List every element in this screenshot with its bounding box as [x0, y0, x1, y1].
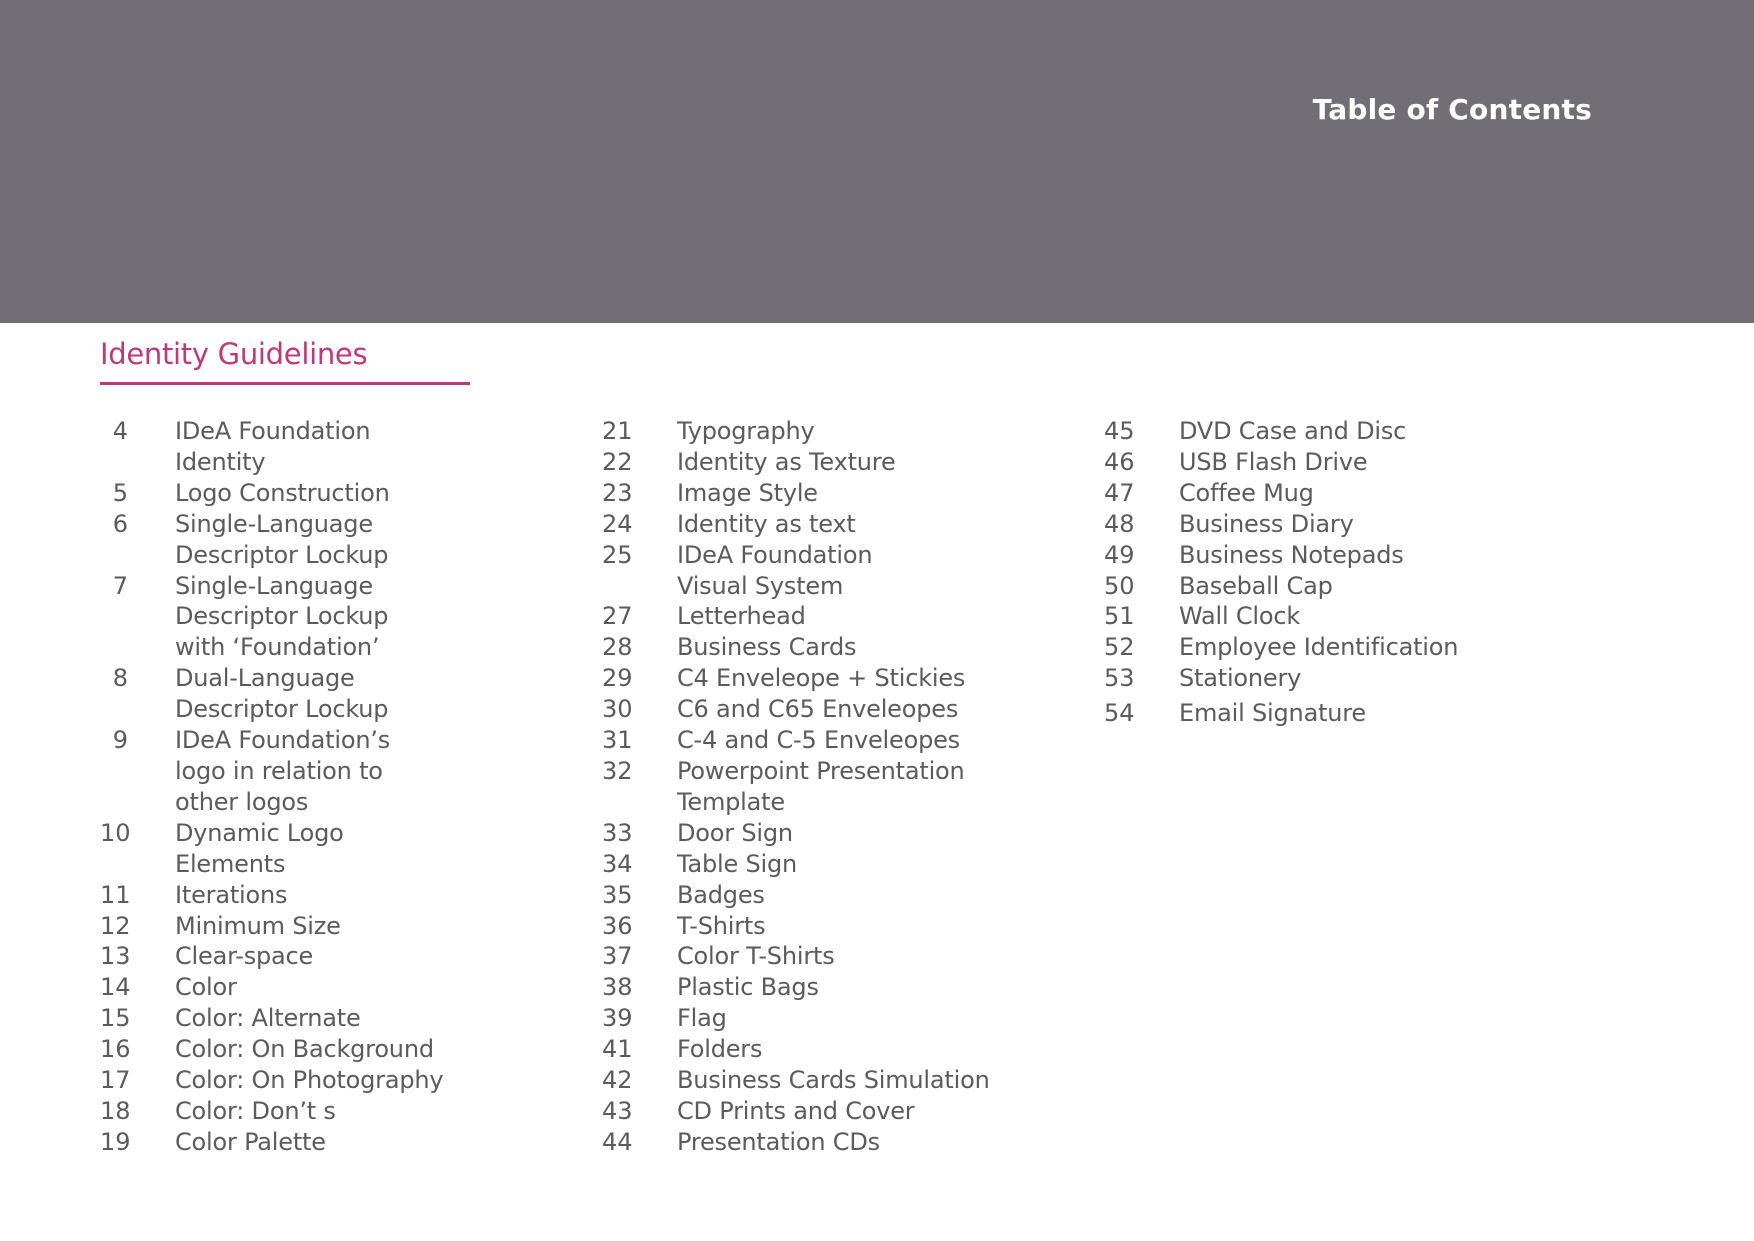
- toc-entry[interactable]: [602, 663, 990, 694]
- toc-page-number-text: 37: [602, 942, 633, 971]
- toc-page-number: [602, 1065, 677, 1096]
- toc-page-number: [602, 1003, 677, 1034]
- toc-page-number-text: 27: [602, 602, 633, 631]
- toc-page-number: [602, 1096, 677, 1127]
- toc-entry-label: Table Sign: [677, 849, 798, 878]
- toc-page-number-text: 49: [1104, 540, 1135, 569]
- toc-page-number-text: 53: [1104, 664, 1135, 693]
- toc-page-number: [100, 972, 175, 1003]
- toc-page-number-text: 24: [602, 509, 633, 538]
- toc-entry[interactable]: [602, 694, 990, 725]
- toc-page-number: [602, 509, 677, 540]
- toc-entry[interactable]: [100, 818, 443, 880]
- toc-page-number-text: 34: [602, 849, 633, 878]
- toc-page-number-text: 45: [1104, 417, 1135, 445]
- toc-entry-label: Color: Don’t s: [175, 1096, 336, 1125]
- toc-page-number-text: 39: [602, 1004, 633, 1033]
- toc-page-number: [602, 756, 677, 787]
- toc-entry-label: Color Palette: [175, 1127, 326, 1156]
- toc-page-number-text: 10: [100, 818, 131, 847]
- toc-page-number-text: 6: [112, 509, 128, 538]
- toc-page-number: [100, 1065, 175, 1096]
- toc-entry[interactable]: [100, 1034, 443, 1065]
- toc-entry[interactable]: [100, 1096, 443, 1127]
- toc-entry-label: Logo Construction: [175, 478, 390, 507]
- toc-entry-label: Business Notepads: [1179, 540, 1404, 569]
- toc-page-number-text: 38: [602, 973, 633, 1002]
- toc-page-number-text: 44: [602, 1127, 633, 1156]
- toc-entry[interactable]: [602, 1034, 990, 1065]
- toc-entry-label: IDeA Foundation Identity: [175, 417, 371, 476]
- toc-page-number-text: 4: [112, 417, 128, 445]
- toc-entry[interactable]: [1104, 447, 1458, 478]
- toc-entry[interactable]: [602, 725, 990, 756]
- toc-page-number-text: 17: [100, 1066, 131, 1095]
- toc-entry-label: DVD Case and Disc: [1179, 417, 1407, 445]
- toc-entry-label: Image Style: [677, 478, 818, 507]
- toc-page-number-text: 14: [100, 973, 131, 1002]
- toc-entry[interactable]: [1104, 571, 1458, 602]
- toc-page-number: [1104, 601, 1179, 632]
- toc-column-1: [100, 416, 443, 1158]
- toc-page-number-text: 21: [602, 417, 633, 445]
- toc-column-3: [1104, 416, 1458, 729]
- toc-page-number-text: 29: [602, 664, 633, 693]
- toc-entry-label: Wall Clock: [1179, 602, 1301, 631]
- toc-entry-label: Folders: [677, 1035, 763, 1064]
- toc-entry-label: Email Signature: [1179, 699, 1366, 728]
- toc-entry-label: Color: On Photography: [175, 1066, 444, 1095]
- toc-page-number-text: 30: [602, 695, 633, 724]
- toc-entry-label: Minimum Size: [175, 911, 341, 940]
- toc-page-number: [602, 941, 677, 972]
- toc-page-number: [1104, 478, 1179, 509]
- page-title: Table of Contents: [1312, 93, 1592, 126]
- toc-page-number-text: 47: [1104, 478, 1135, 507]
- toc-page-number: [602, 447, 677, 478]
- toc-entry[interactable]: [100, 941, 443, 972]
- toc-entry[interactable]: [602, 540, 990, 602]
- toc-entry-label: Coffee Mug: [1179, 478, 1314, 507]
- toc-entry[interactable]: [100, 880, 443, 911]
- toc-entry[interactable]: [602, 509, 990, 540]
- toc-entry-label: Door Sign: [677, 818, 793, 847]
- toc-page-number-text: 18: [100, 1096, 131, 1125]
- toc-page-number-text: 9: [112, 726, 128, 755]
- toc-page-number: [1104, 571, 1179, 602]
- toc-entry[interactable]: [602, 416, 990, 447]
- toc-page-number: [100, 509, 175, 540]
- toc-entry[interactable]: [100, 663, 443, 725]
- toc-entry[interactable]: [1104, 601, 1458, 632]
- toc-entry[interactable]: [100, 478, 443, 509]
- toc-entry-label: Identity as Texture: [677, 447, 896, 476]
- toc-page-number: [100, 911, 175, 942]
- toc-entry-label: Color: Alternate: [175, 1004, 361, 1033]
- toc-page-number: [1104, 447, 1179, 478]
- toc-entry[interactable]: [602, 1003, 990, 1034]
- toc-page-number: [100, 416, 175, 447]
- toc-entry[interactable]: [602, 447, 990, 478]
- toc-entry-label: Powerpoint Presentation Template: [677, 756, 965, 816]
- toc-entry-label: C-4 and C-5 Enveleopes: [677, 726, 960, 755]
- toc-entry[interactable]: [100, 1065, 443, 1096]
- toc-entry[interactable]: [602, 941, 990, 972]
- toc-page-number-text: 11: [100, 880, 131, 909]
- toc-entry[interactable]: [602, 972, 990, 1003]
- toc-page-number: [602, 416, 677, 447]
- toc-page-number: [100, 725, 175, 756]
- toc-entry-label: Business Cards: [677, 633, 857, 662]
- toc-page-number: [602, 632, 677, 663]
- toc-entry-label: Color T-Shirts: [677, 942, 835, 971]
- toc-entry[interactable]: [602, 1096, 990, 1127]
- toc-entry-label: Color: [175, 973, 237, 1002]
- toc-entry-label: Identity as text: [677, 509, 856, 538]
- toc-page-number-text: 36: [602, 911, 633, 940]
- toc-page-number-text: 35: [602, 880, 633, 909]
- toc-entry[interactable]: [1104, 698, 1458, 729]
- toc-entry[interactable]: [100, 911, 443, 942]
- toc-entry-label: Single-Language Descriptor Lockup: [175, 509, 389, 569]
- toc-entry[interactable]: [602, 1065, 990, 1096]
- toc-entry-label: Business Cards Simulation: [677, 1066, 990, 1095]
- toc-entry[interactable]: [602, 818, 990, 849]
- toc-page-number-text: 19: [100, 1127, 131, 1156]
- toc-page-number-text: 43: [602, 1096, 633, 1125]
- toc-page-number-text: 8: [112, 664, 128, 693]
- toc-entry[interactable]: [100, 1003, 443, 1034]
- toc-page-number: [100, 1127, 175, 1158]
- toc-entry[interactable]: [1104, 416, 1458, 447]
- toc-entry-label: Employee Identification: [1179, 633, 1459, 662]
- toc-entry[interactable]: [602, 911, 990, 942]
- toc-entry-label: Color: On Background: [175, 1035, 434, 1064]
- toc-page-number-text: 12: [100, 911, 131, 940]
- toc-page-number: [100, 818, 175, 849]
- toc-page-number: [1104, 632, 1179, 663]
- toc-entry-label: Iterations: [175, 880, 288, 909]
- toc-entry-label: Business Diary: [1179, 509, 1354, 538]
- toc-page-number: [602, 1127, 677, 1158]
- toc-page-number-text: 31: [602, 726, 633, 755]
- toc-page-number-text: 46: [1104, 447, 1135, 476]
- toc-page-number-text: 16: [100, 1035, 131, 1064]
- toc-entry[interactable]: [602, 880, 990, 911]
- toc-page-number-text: 23: [602, 478, 633, 507]
- toc-page-number-text: 5: [112, 478, 128, 507]
- toc-entry[interactable]: [100, 509, 443, 571]
- toc-entry[interactable]: [100, 725, 443, 818]
- toc-entry-label: Presentation CDs: [677, 1127, 880, 1156]
- toc-page-number-text: 52: [1104, 633, 1135, 662]
- toc-page-number: [100, 663, 175, 694]
- section-title: Identity Guidelines: [100, 337, 368, 371]
- toc-entry-label: CD Prints and Cover: [677, 1096, 915, 1125]
- toc-page-number: [602, 1034, 677, 1065]
- toc-entry[interactable]: [1104, 540, 1458, 571]
- toc-entry-label: Single-Language Descriptor Lockup with ‘Foundation’: [175, 571, 389, 662]
- toc-entry-label: C4 Enveleope + Stickies: [677, 664, 966, 693]
- toc-page-number: [602, 478, 677, 509]
- toc-entry-label: IDeA Foundation Visual System: [677, 540, 873, 600]
- toc-page-number: [602, 601, 677, 632]
- toc-entry-label: Stationery: [1179, 664, 1302, 693]
- toc-page-number-text: 50: [1104, 571, 1135, 600]
- toc-entry[interactable]: [100, 1127, 443, 1158]
- toc-entry-label: Baseball Cap: [1179, 571, 1333, 600]
- toc-entry-label: Flag: [677, 1004, 727, 1033]
- toc-page-number: [602, 880, 677, 911]
- toc-entry[interactable]: [602, 756, 990, 818]
- toc-entry-label: Dual-Language Descriptor Lockup: [175, 664, 389, 724]
- toc-entry-label: C6 and C65 Enveleopes: [677, 695, 959, 724]
- toc-entry[interactable]: [100, 972, 443, 1003]
- toc-entry[interactable]: [602, 601, 990, 632]
- toc-entry[interactable]: [602, 849, 990, 880]
- toc-page-number: [602, 849, 677, 880]
- toc-entry-label: Letterhead: [677, 602, 806, 631]
- toc-entry[interactable]: [1104, 663, 1458, 694]
- toc-entry-label: Typography: [677, 417, 815, 445]
- toc-page-number-text: 54: [1104, 699, 1135, 728]
- toc-page-number: [100, 1003, 175, 1034]
- toc-page-number-text: 15: [100, 1004, 131, 1033]
- toc-entry-label: Plastic Bags: [677, 973, 819, 1002]
- toc-entry[interactable]: [1104, 509, 1458, 540]
- toc-page-number: [602, 972, 677, 1003]
- toc-page-number: [1104, 540, 1179, 571]
- toc-entry[interactable]: [1104, 478, 1458, 509]
- toc-page-number-text: 32: [602, 756, 633, 785]
- toc-entry[interactable]: [602, 1127, 990, 1158]
- toc-page-number: [1104, 509, 1179, 540]
- toc-entry-label: Clear-space: [175, 942, 314, 971]
- toc-entry-label: IDeA Foundation’s logo in relation to other logos: [175, 726, 391, 816]
- toc-page-number: [100, 1034, 175, 1065]
- toc-page-number: [602, 663, 677, 694]
- toc-page-number: [1104, 416, 1179, 447]
- toc-column-2: [602, 416, 990, 1158]
- toc-page-number: [602, 540, 677, 571]
- section-underline: [100, 382, 470, 385]
- toc-entry-label: T-Shirts: [677, 911, 766, 940]
- toc-entry[interactable]: [602, 478, 990, 509]
- toc-page-number-text: 41: [602, 1035, 633, 1064]
- toc-page-number-text: 42: [602, 1066, 633, 1095]
- toc-page-number: [1104, 698, 1179, 729]
- toc-page-number-text: 33: [602, 818, 633, 847]
- toc-page-number-text: 25: [602, 540, 633, 569]
- toc-page-number: [100, 1096, 175, 1127]
- toc-entry[interactable]: [100, 571, 443, 664]
- header-banner: [0, 0, 1754, 323]
- toc-page-number: [100, 941, 175, 972]
- toc-page-number-text: 48: [1104, 509, 1135, 538]
- toc-page-number-text: 13: [100, 942, 131, 971]
- toc-page-number-text: 22: [602, 447, 633, 476]
- toc-entry-label: USB Flash Drive: [1179, 447, 1368, 476]
- toc-page-number: [602, 694, 677, 725]
- toc-entry[interactable]: [1104, 632, 1458, 663]
- toc-page-number-text: 51: [1104, 602, 1135, 631]
- toc-page-number: [602, 818, 677, 849]
- toc-page-number: [100, 478, 175, 509]
- toc-page-number: [100, 880, 175, 911]
- toc-page-number: [602, 725, 677, 756]
- toc-page-number: [1104, 663, 1179, 694]
- toc-page-number-text: 7: [112, 571, 128, 600]
- toc-page-number: [602, 911, 677, 942]
- toc-entry-label: Badges: [677, 880, 765, 909]
- toc-page-number-text: 28: [602, 633, 633, 662]
- toc-entry-label: Dynamic Logo Elements: [175, 818, 344, 878]
- toc-page-number: [100, 571, 175, 602]
- toc-entry[interactable]: [100, 416, 443, 478]
- toc-entry[interactable]: [602, 632, 990, 663]
